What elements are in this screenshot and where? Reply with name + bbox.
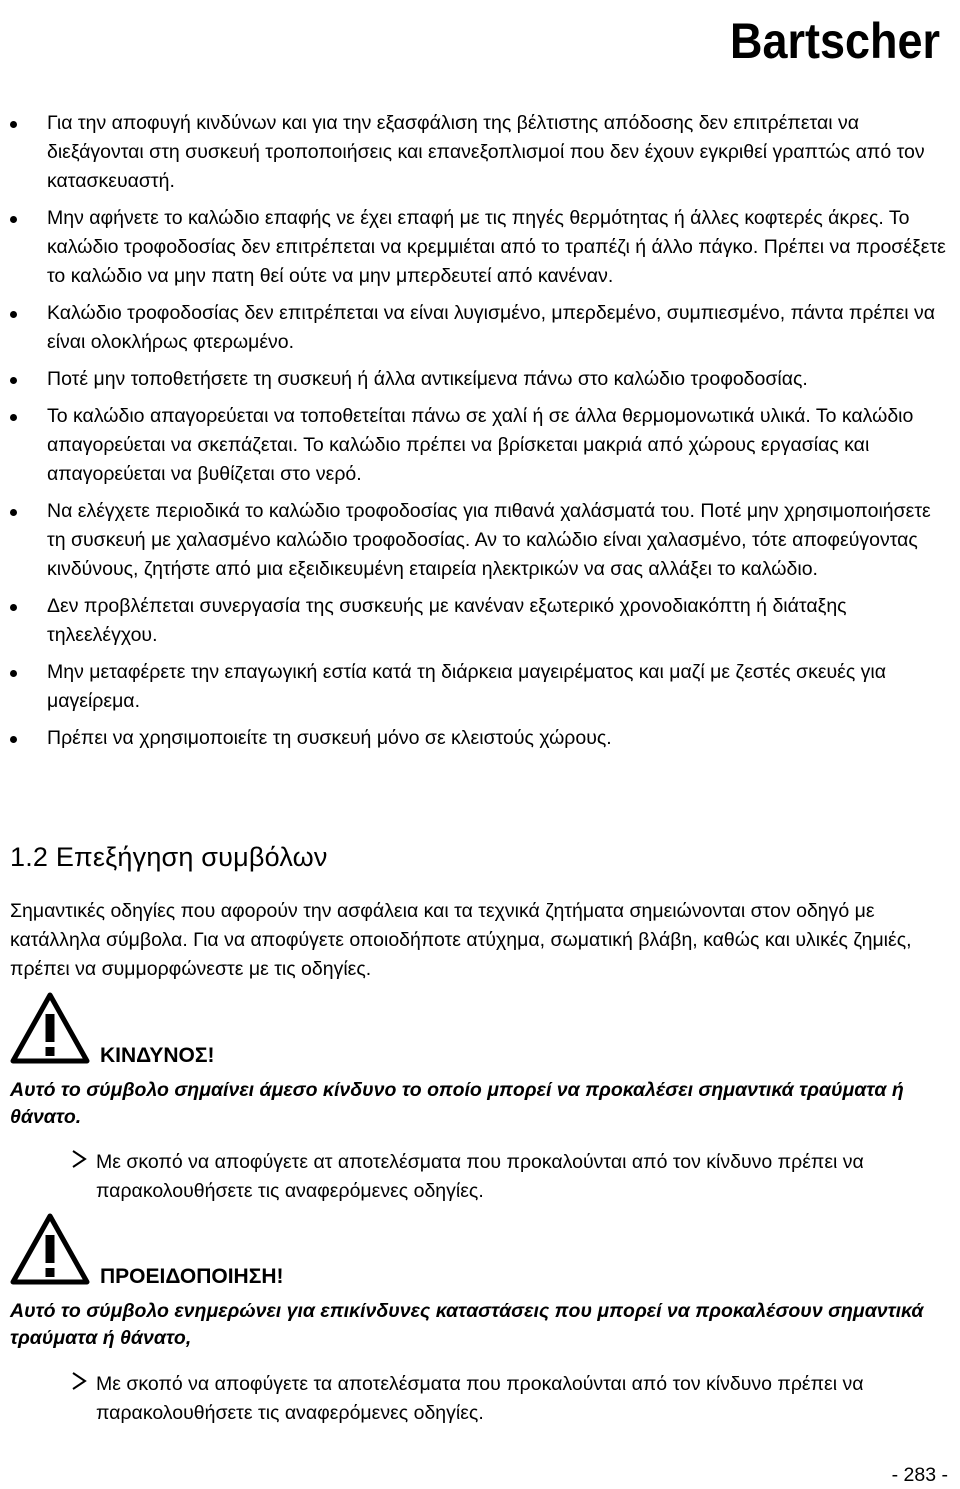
bartscher-logo (730, 8, 942, 72)
logo-text: Bartscher (730, 13, 940, 69)
list-item-text: Καλώδιο τροφοδοσίας δεν επιτρέπεται να είναι λυγισμένο, μπερδεμένο, συμπιεσμένο, πάντα πρέπει να είναι ολοκλήρως φτερωμένο. (47, 302, 936, 353)
danger-instruction-text: Με σκοπό να αποφύγετε ατ αποτελέσματα που προκαλούνται από τον κίνδυνο πρέπει να παρακολουθήσετε τις αναφερόμενες οδηγίες. (96, 1151, 864, 1202)
list-item-text: Για την αποφυγή κινδύνων και για την εξασφάλιση της βέλτιστης απόδοσης δεν επιτρέπεται να διεξάγονται στη συσκευή τροποποιήσεις και επανεξοπλισμοί που δεν έχουν εγκριθεί γραπτώς από τον κατασκευαστή. (47, 112, 925, 192)
list-item-text: Μην αφήνετε το καλώδιο επαφής νε έχει επαφή με τις πηγές θερμότητας ή άλλες κοφτερές άκρες. Το καλώδιο τροφοδοσίας δεν επιτρέπεται να κρεμμιέται από το τραπέζι ή άλλο πάγκο. Πρέπει να προσέξετε το καλώδιο να μην πατη θεί ούτε να μην μπερδευτεί από κανέναν. (47, 207, 946, 287)
safety-bullet-list (0, 109, 960, 761)
list-item (0, 724, 960, 753)
warning-triangle-icon (10, 992, 90, 1064)
danger-description: Αυτό το σύμβολο σημαίνει άμεσο κίνδυνο το οποίο μπορεί να προκαλέσει σημαντικά τραύματα ή θάνατο. (10, 1079, 904, 1128)
bullet-icon (10, 121, 17, 128)
list-item (0, 109, 960, 196)
bullet-icon (10, 216, 17, 223)
list-item-text: Δεν προβλέπεται συνεργασία της συσκευής με κανέναν εξωτερικό χρονοδιακόπτη ή διάταξης τηλεελέγχου. (47, 595, 847, 646)
list-item (0, 658, 960, 716)
bullet-icon (10, 311, 17, 318)
bullet-icon (10, 509, 17, 516)
page-number: - 283 - (891, 1464, 948, 1486)
warning-triangle-icon (10, 1213, 90, 1285)
list-item (0, 204, 960, 291)
danger-title: ΚΙΝΔΥΝΟΣ! (100, 1044, 215, 1067)
list-item (0, 299, 960, 357)
list-item (0, 402, 960, 489)
list-item (0, 497, 960, 584)
bullet-icon (10, 604, 17, 611)
arrowhead-icon (71, 1149, 87, 1169)
arrowhead-icon (71, 1371, 87, 1391)
warning-instruction-text: Με σκοπό να αποφύγετε τα αποτελέσματα που προκαλούνται από τον κίνδυνο πρέπει να παρακολουθήσετε τις αναφερόμενες οδηγίες. (96, 1373, 864, 1424)
bullet-icon (10, 377, 17, 384)
danger-instruction (75, 1148, 956, 1206)
warning-title: ΠΡΟΕΙΔΟΠΟΙΗΣΗ! (100, 1265, 284, 1288)
list-item (0, 592, 960, 650)
list-item-text: Πρέπει να χρησιμοποιείτε τη συσκευή μόνο σε κλειστούς χώρους. (47, 727, 612, 749)
list-item (0, 365, 960, 394)
list-item-text: Ποτέ μην τοποθετήσετε τη συσκευή ή άλλα αντικείμενα πάνω στο καλώδιο τροφοδοσίας. (47, 368, 808, 390)
section-intro: Σημαντικές οδηγίες που αφορούν την ασφάλεια και τα τεχνικά ζητήματα σημειώνονται στον οδηγό με κατάλληλα σύμβολα. Για να αποφύγετε οποιοδήποτε ατύχημα, σωματική βλάβη, καθώς και υλικές ζημιές, πρέπει να συμμορφώνεστε με τις οδηγίες. (10, 900, 912, 980)
section-heading: 1.2 Επεξήγηση συμβόλων (10, 842, 328, 872)
list-item-text: Το καλώδιο απαγορεύεται να τοποθετείται πάνω σε χαλί ή σε άλλα θερμομονωτικά υλικά. Το καλώδιο απαγορεύεται να σκεπάζεται. Το καλώδιο πρέπει να βρίσκεται μακριά από χώρους εργασίας και απαγορεύεται να βυθίζεται στο νερό. (47, 405, 914, 485)
bullet-icon (10, 736, 17, 743)
bullet-icon (10, 414, 17, 421)
list-item-text: Να ελέγχετε περιοδικά το καλώδιο τροφοδοσίας για πιθανά χαλάσματά του. Ποτέ μην χρησιμοποιήσετε τη συσκευή με χαλασμένο καλώδιο τροφοδοσίας. Αν το καλώδιο είναι χαλασμένο, τότε αποφεύγοντας κινδύνους, ζητήστε από μια εξειδικευμένη εταιρεία ηλεκτρικών να σας αλλάξει το καλώδιο. (47, 500, 931, 580)
list-item-text: Μην μεταφέρετε την επαγωγική εστία κατά τη διάρκεια μαγειρέματος και μαζί με ζεστές σκευές για μαγείρεμα. (47, 661, 887, 712)
warning-instruction (75, 1370, 956, 1428)
warning-description: Αυτό το σύμβολο ενημερώνει για επικίνδυνες καταστάσεις που μπορεί να προκαλέσουν σημαντικά τραύματα ή θάνατο, (10, 1300, 924, 1349)
bullet-icon (10, 670, 17, 677)
